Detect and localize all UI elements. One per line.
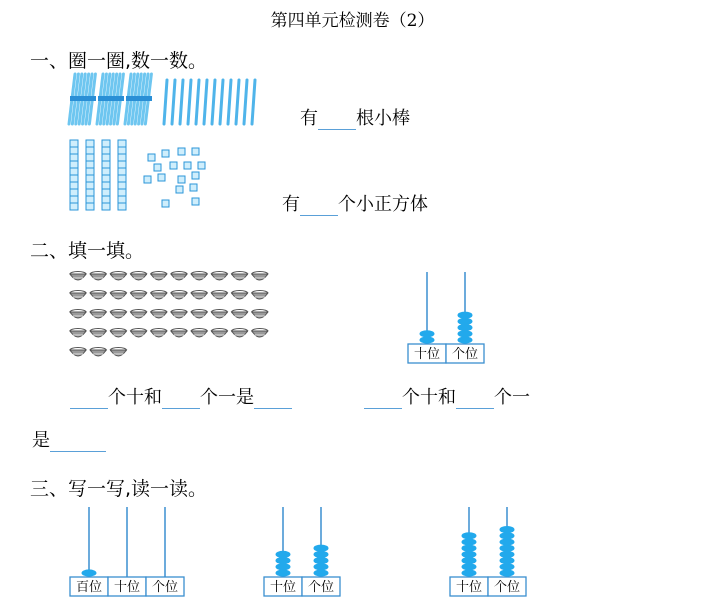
bowl [171,329,187,338]
bowl [90,272,106,281]
abacus-bead [462,551,477,558]
abacus-bead [314,545,329,552]
section3-heading: 三、写一写,读一读。 [30,478,208,500]
stick-bundles-image [66,70,266,130]
abacus-bead [458,336,473,343]
bowl [90,348,106,357]
bowl [131,310,147,319]
single-stick [212,80,215,124]
abacus-place-label: 十位 [413,347,441,362]
bowl [110,310,126,319]
ones-is-text-left: 个一是 [200,387,254,408]
abacus-bead [500,526,515,533]
abacus-place-label: 十位 [113,580,141,595]
tens-blank-right[interactable] [364,390,402,409]
bowl [232,272,248,281]
small-cube [176,186,183,193]
small-cube [184,162,191,169]
single-stick [236,80,239,124]
bowl [171,272,187,281]
single-stick [252,80,255,124]
abacus-bead [276,551,291,558]
bowl [70,348,86,357]
stick-bundle [125,74,152,124]
bowls-image [70,270,275,366]
ones-blank-right[interactable] [456,390,494,409]
small-cube [162,200,169,207]
abacus-section3-2 [264,505,344,600]
abacus-bead [276,557,291,564]
single-stick [172,80,175,124]
small-cube [158,174,165,181]
abacus-bead [420,330,435,337]
single-stick [164,80,167,124]
abacus-bead [500,545,515,552]
sticks-answer-blank[interactable] [318,111,356,130]
small-cube [154,164,161,171]
abacus-place-label: 个位 [307,580,335,595]
abacus-bead [500,569,515,576]
single-stick [220,80,223,124]
abacus-place-label: 十位 [269,580,297,595]
bowl [232,329,248,338]
sticks-post: 根小棒 [356,108,410,129]
abacus-bead [462,557,477,564]
single-stick [204,80,207,124]
total-blank-left[interactable] [254,390,292,409]
stick-bundle [97,74,124,124]
abacus-bead [82,569,97,576]
abacus-bead [314,563,329,570]
bowl [191,272,207,281]
single-stick [228,80,231,124]
cubes-pre: 有 [282,194,300,215]
bowl [252,272,268,281]
abacus-place-label: 百位 [75,580,103,595]
abacus-bead [276,563,291,570]
tens-blank-left[interactable] [70,390,108,409]
ten-rod [118,140,126,210]
bowl [90,310,106,319]
bowl [70,291,86,300]
abacus-bead [500,563,515,570]
abacus-place-label: 个位 [493,580,521,595]
abacus-bead [458,324,473,331]
abacus-bead [462,569,477,576]
abacus-bead [458,318,473,325]
small-cube [198,162,205,169]
bowl [191,291,207,300]
bowl [211,329,227,338]
small-cube [178,176,185,183]
small-cube [162,150,169,157]
abacus-bead [314,557,329,564]
ones-text-right: 个一 [494,387,530,408]
small-cube [192,198,199,205]
sticks-sentence [300,104,410,130]
single-stick [188,80,191,124]
abacus-bead [462,563,477,570]
abacus-sentence-continued [32,426,106,452]
bowl [131,272,147,281]
single-stick [244,80,247,124]
is-text: 是 [32,430,50,451]
abacus-bead [462,538,477,545]
bowl [252,291,268,300]
abacus-bead [420,336,435,343]
page-title: 第四单元检测卷（2） [270,11,435,31]
cubes-answer-blank[interactable] [300,197,338,216]
cubes-post: 个小正方体 [338,194,428,215]
bowl [151,329,167,338]
bowl [110,348,126,357]
section1-heading: 一、圈一圈,数一数。 [30,50,208,72]
small-cube [148,154,155,161]
abacus-bead [458,312,473,319]
bowl [131,329,147,338]
abacus-section3-3 [450,505,530,600]
cubes-sentence [282,190,428,216]
small-cube [190,184,197,191]
abacus-place-label: 个位 [151,580,179,595]
tens-and-text-right: 个十和 [402,387,456,408]
ones-blank-left[interactable] [162,390,200,409]
abacus-bead [462,532,477,539]
small-cube [178,148,185,155]
abacus-bead [500,551,515,558]
bowl [211,291,227,300]
small-cube [192,172,199,179]
abacus-bead [314,569,329,576]
abacus-sentence [364,383,530,409]
abacus-bead [276,569,291,576]
abacus-place-label: 十位 [455,580,483,595]
bowl [211,310,227,319]
single-stick [196,80,199,124]
abacus-bead [500,532,515,539]
bowl [151,310,167,319]
bowl [110,272,126,281]
bowl [232,310,248,319]
ten-rod [70,140,78,210]
total-blank-right[interactable] [50,433,106,452]
abacus-section2 [408,270,488,366]
bowl [252,310,268,319]
bowl [171,291,187,300]
bowl [70,310,86,319]
bowl [131,291,147,300]
bowl [151,291,167,300]
abacus-place-label: 个位 [451,347,479,362]
bowl [70,272,86,281]
abacus-bead [500,538,515,545]
bowl [211,272,227,281]
abacus-bead [500,557,515,564]
small-cube [144,176,151,183]
abacus-bead [458,330,473,337]
bowl [252,329,268,338]
bowl [232,291,248,300]
bowl [191,329,207,338]
bowl [90,291,106,300]
bowl [191,310,207,319]
bowls-sentence [70,383,292,409]
section2-heading: 二、填一填。 [30,240,145,262]
bowl [90,329,106,338]
bowl [151,272,167,281]
single-stick [180,80,183,124]
bowl [110,291,126,300]
sticks-pre: 有 [300,108,318,129]
tens-and-text-left: 个十和 [108,387,162,408]
bowl [110,329,126,338]
small-cube [192,148,199,155]
cubes-image [66,136,226,214]
ten-rod [86,140,94,210]
ten-rod [102,140,110,210]
stick-bundle [69,74,96,124]
abacus-section3-1 [70,505,190,600]
abacus-bead [462,545,477,552]
bowl [70,329,86,338]
abacus-bead [314,551,329,558]
bowl [171,310,187,319]
small-cube [170,162,177,169]
